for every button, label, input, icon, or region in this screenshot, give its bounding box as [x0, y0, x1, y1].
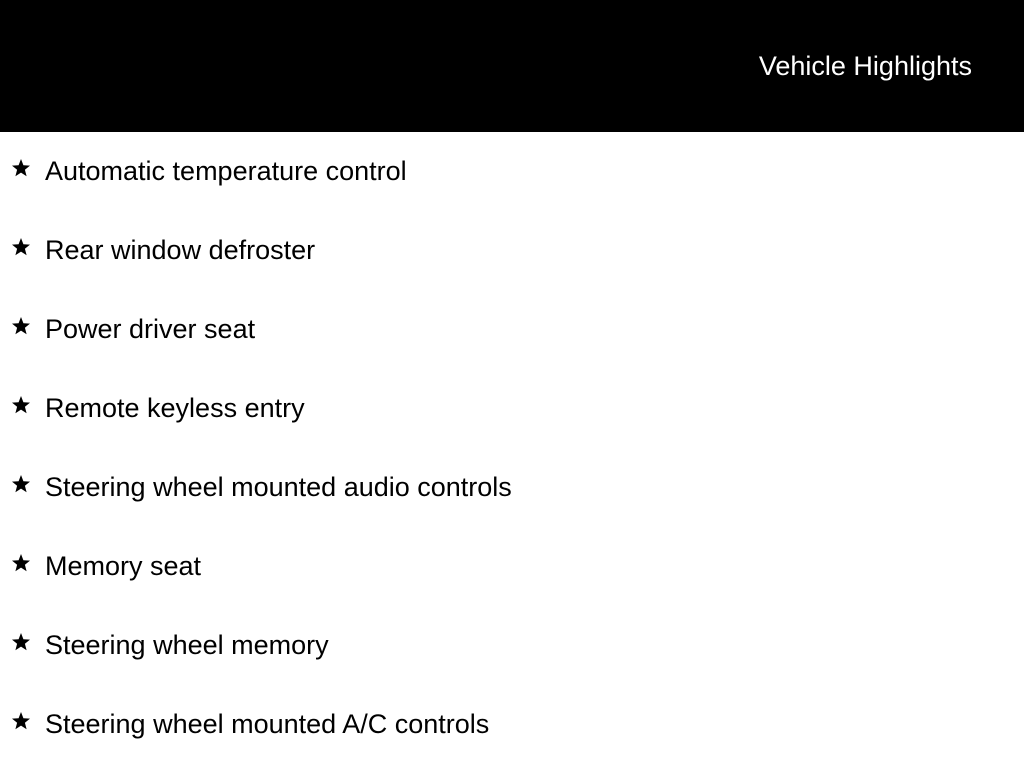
star-icon	[11, 711, 31, 731]
star-icon	[11, 553, 31, 573]
star-icon	[11, 395, 31, 415]
list-item-label: Steering wheel mounted A/C controls	[45, 709, 490, 739]
list-item-label: Power driver seat	[45, 314, 256, 344]
star-icon	[11, 237, 31, 257]
list-item-label: Rear window defroster	[45, 235, 316, 265]
list-item	[0, 448, 1024, 527]
list-item-label: Memory seat	[45, 551, 202, 581]
list-item	[0, 606, 1024, 685]
header-bar	[0, 0, 1024, 132]
list-item	[0, 132, 1024, 211]
star-icon	[11, 474, 31, 494]
list-item	[0, 369, 1024, 448]
list-item	[0, 527, 1024, 606]
list-item	[0, 211, 1024, 290]
list-item-label: Steering wheel mounted audio controls	[45, 472, 512, 502]
list-item	[0, 685, 1024, 764]
star-icon	[11, 632, 31, 652]
star-icon	[11, 316, 31, 336]
list-item-label: Remote keyless entry	[45, 393, 305, 423]
list-item	[0, 290, 1024, 369]
page-title: Vehicle Highlights	[758, 51, 972, 81]
star-icon	[11, 158, 31, 178]
list-item-label: Automatic temperature control	[45, 156, 407, 186]
highlights-list	[0, 132, 1024, 764]
list-item-label: Steering wheel memory	[45, 630, 329, 660]
